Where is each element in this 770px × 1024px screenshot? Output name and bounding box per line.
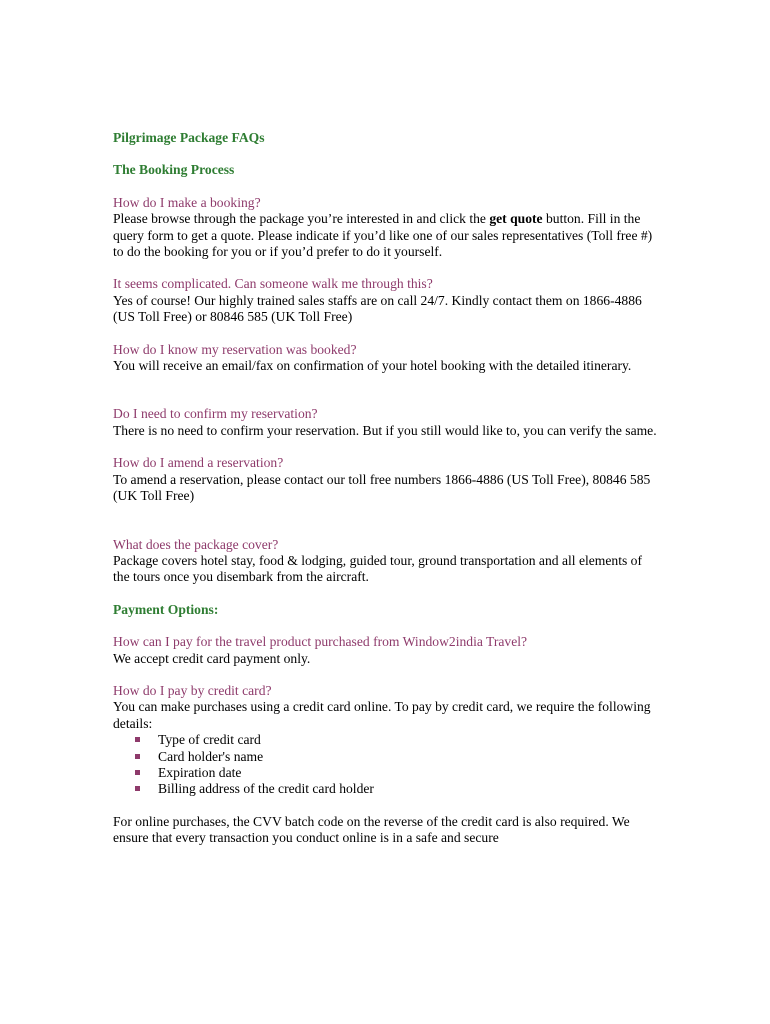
- faq-question: How do I pay by credit card?: [113, 682, 272, 698]
- answer-bold-text: get quote: [489, 211, 543, 227]
- faq-item: [113, 455, 658, 504]
- document-title: Pilgrimage Package FAQs: [113, 130, 265, 145]
- faq-answer: We accept credit card payment only.: [113, 650, 311, 666]
- faq-answer: Package covers hotel stay, food & lodging, guided tour, ground transportation and all elements of the tours once you disembark from the aircraft.: [113, 552, 642, 585]
- list-item: [135, 732, 658, 748]
- faq-question: What does the package cover?: [113, 536, 279, 552]
- faq-item: [113, 634, 658, 667]
- list-item-text: Expiration date: [158, 764, 242, 780]
- list-item-text: Billing address of the credit card holder: [158, 781, 374, 797]
- faq-answer: Yes of course! Our highly trained sales staffs are on call 24/7. Kindly contact them on 1866-4886 (US Toll Free) or 80846 585 (UK Toll Free): [113, 292, 642, 325]
- square-bullet-icon: [135, 754, 140, 759]
- faq-question: How do I amend a reservation?: [113, 455, 284, 471]
- faq-document: [113, 126, 658, 847]
- faq-item: [113, 537, 658, 586]
- faq-item: [113, 276, 658, 325]
- faq-item: [113, 683, 658, 847]
- faq-answer: You can make purchases using a credit card online. To pay by credit card, we require the following details:: [113, 699, 651, 731]
- square-bullet-icon: [135, 737, 140, 742]
- payment-details-list: [113, 732, 658, 798]
- list-item-text: Card holder's name: [158, 748, 264, 764]
- answer-text: button. Fill in the query form to get a quote. Please indicate if you’d like one of our sales representatives (Toll free #) to do the booking for you or if you’d prefer to do it yourself.: [113, 211, 653, 260]
- faq-answer: You will receive an email/fax on confirmation of your hotel booking with the detailed itinerary.: [113, 358, 632, 374]
- faq-answer-continuation: For online purchases, the CVV batch code on the reverse of the credit card is also required. We ensure that every transaction you conduct online is in a safe and secure: [113, 813, 630, 846]
- square-bullet-icon: [135, 786, 140, 791]
- section-heading-payment-options: Payment Options:: [113, 601, 219, 617]
- faq-answer: To amend a reservation, please contact our toll free numbers 1866-4886 (US Toll Free), 80846 585 (UK Toll Free): [113, 471, 651, 504]
- answer-text: Please browse through the package you’re interested in and click the: [113, 211, 490, 227]
- list-item: [135, 749, 658, 765]
- faq-question: How do I make a booking?: [113, 194, 261, 210]
- list-item: [135, 781, 658, 797]
- list-item: [135, 765, 658, 781]
- faq-item: [113, 406, 658, 439]
- faq-question: Do I need to confirm my reservation?: [113, 406, 318, 422]
- faq-answer: [113, 211, 658, 260]
- faq-question: How can I pay for the travel product purchased from Window2india Travel?: [113, 634, 528, 650]
- faq-question: It seems complicated. Can someone walk me through this?: [113, 276, 433, 292]
- section-heading-booking-process: The Booking Process: [113, 162, 235, 178]
- faq-answer: There is no need to confirm your reservation. But if you still would like to, you can verify the same.: [113, 422, 657, 438]
- faq-question: How do I know my reservation was booked?: [113, 341, 357, 357]
- list-item-text: Type of credit card: [158, 732, 261, 748]
- faq-item: [113, 342, 658, 375]
- square-bullet-icon: [135, 770, 140, 775]
- faq-item: [113, 195, 658, 261]
